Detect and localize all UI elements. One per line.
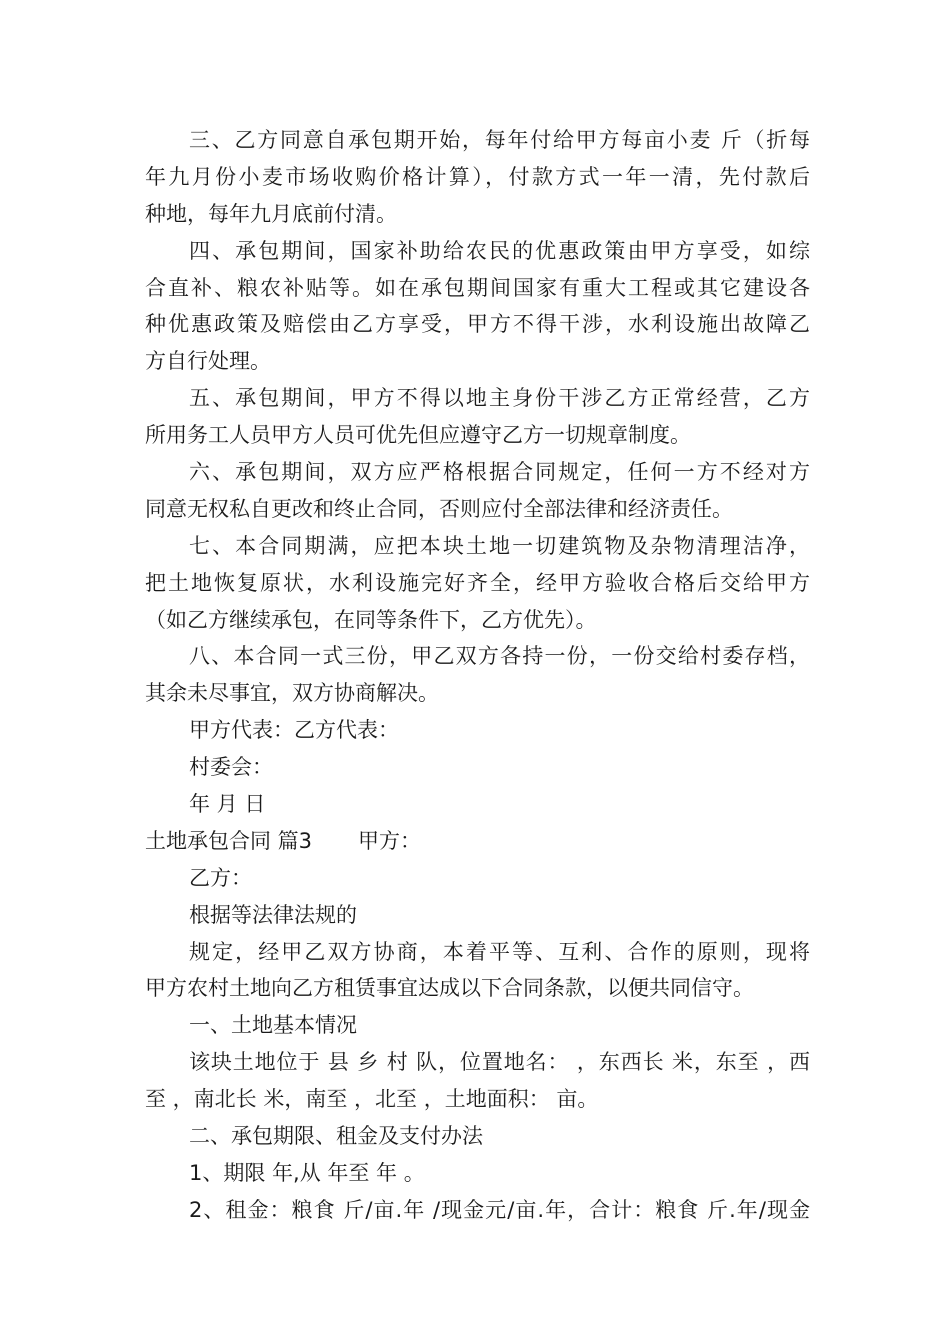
paragraph-line: 规定，经甲乙双方协商，本着平等、互利、合作的原则，现将 — [189, 939, 810, 964]
signature-village-committee: 村委会： — [189, 755, 273, 780]
paragraph-line: 六、承包期间，双方应严格根据合同规定，任何一方不经对方 — [189, 460, 810, 485]
paragraph-line: （如乙方继续承包，在同等条件下，乙方优先）。 — [145, 607, 597, 632]
paragraph-line: 其余未尽事宜，双方协商解决。 — [145, 681, 439, 706]
paragraph-line: 把土地恢复原状，水利设施完好齐全，经甲方验收合格后交给甲方 — [145, 570, 810, 595]
paragraph-line: 合直补、粮农补贴等。如在承包期间国家有重大工程或其它建设各 — [145, 275, 810, 300]
signature-date: 年 月 日 — [189, 792, 266, 817]
paragraph-line: 五、承包期间，甲方不得以地主身份干涉乙方正常经营，乙方 — [189, 386, 810, 411]
paragraph-line: 该块土地位于 县 乡 村 队，位置地名： ，东西长 米，东至 ，西 — [189, 1050, 810, 1075]
paragraph-line: 四、承包期间，国家补助给农民的优惠政策由甲方享受，如综 — [189, 238, 810, 263]
paragraph-line: 所用务工人员甲方人员可优先但应遵守乙方一切规章制度。 — [145, 423, 691, 448]
clause-heading: 一、土地基本情况 — [189, 1013, 357, 1038]
paragraph-line: 至 ，南北长 米，南至 ，北至 ，土地面积： 亩。 — [145, 1087, 599, 1112]
document-body — [145, 122, 810, 1229]
paragraph-line: 八、本合同一式三份，甲乙双方各持一份，一份交给村委存档， — [189, 644, 810, 669]
signature-representatives: 甲方代表：乙方代表： — [189, 718, 399, 743]
paragraph-line: 方自行处理。 — [145, 349, 271, 374]
paragraph-line: 同意无权私自更改和终止合同，否则应付全部法律和经济责任。 — [145, 496, 733, 521]
section-heading-row — [145, 823, 810, 860]
paragraph-line: 年九月份小麦市场收购价格计算），付款方式一年一清，先付款后 — [145, 164, 810, 189]
clause-heading: 二、承包期限、租金及支付办法 — [189, 1124, 483, 1149]
paragraph-line: 三、乙方同意自承包期开始，每年付给甲方每亩小麦 斤（折每 — [189, 128, 810, 152]
paragraph-line: 2、租金：粮食 斤/亩.年 /现金元/亩.年，合计：粮食 斤.年/现金 — [189, 1197, 810, 1222]
paragraph-line: 七、本合同期满，应把本块土地一切建筑物及杂物清理洁净， — [189, 533, 810, 558]
paragraph-line: 1、期限 年,从 年至 年 。 — [189, 1160, 425, 1185]
paragraph-line: 根据等法律法规的 — [189, 902, 357, 927]
paragraph-line: 甲方农村土地向乙方租赁事宜达成以下合同条款，以便共同信守。 — [145, 976, 754, 1001]
paragraph-line: 种优惠政策及赔偿由乙方享受，甲方不得干涉，水利设施出故障乙 — [145, 312, 810, 337]
party-a-label: 甲方： — [358, 828, 422, 853]
party-b-label: 乙方： — [189, 865, 252, 890]
paragraph-line: 种地，每年九月底前付清。 — [145, 201, 397, 226]
section-heading: 土地承包合同 篇3 — [145, 828, 313, 853]
